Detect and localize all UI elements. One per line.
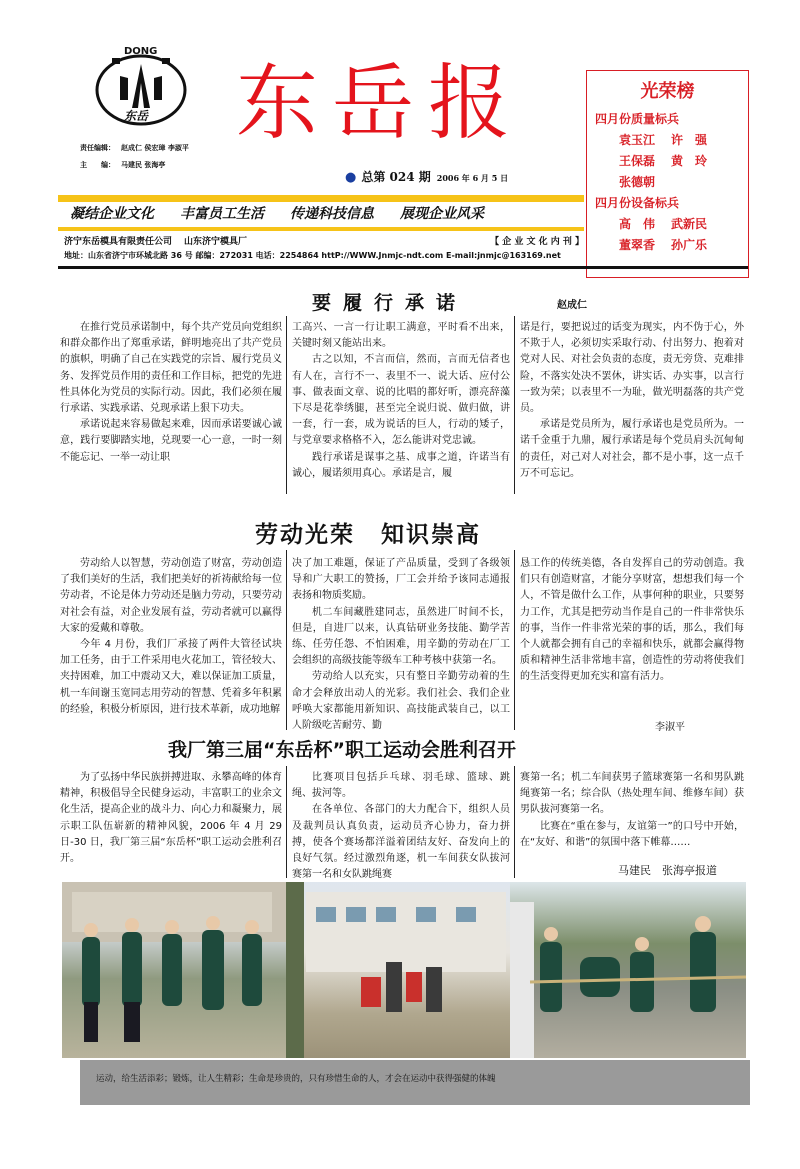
column-divider [514, 766, 515, 878]
column-divider [286, 316, 287, 494]
photo-caption: 运动，给生活添彩；锻炼，让人生精彩；生命是珍贵的，只有珍惜生命的人，才会在运动中获得强健的体魄 [96, 1074, 496, 1084]
issue-number: 总第 024 期 [361, 170, 431, 184]
column-divider [286, 550, 287, 730]
slogan: 凝结企业文化 [70, 206, 154, 222]
slogan: 丰富员工生活 [180, 206, 264, 222]
slogans [70, 203, 590, 223]
article3-title: 我厂第三届“东岳杯”职工运动会胜利召开 [168, 739, 516, 761]
slogan: 展现企业风采 [400, 206, 484, 222]
credit-label: 责任编辑： [80, 144, 115, 152]
article1-title: 要履行承诺 [312, 292, 468, 314]
column-divider [514, 550, 515, 730]
slogan: 传递科技信息 [290, 206, 374, 222]
honor-names-row: 高 伟 武新民 [619, 217, 708, 231]
issue-info [345, 168, 508, 185]
article3-col1: 为了弘扬中华民族拼搏进取、永攀高峰的体育精神，积极倡导全民健身运动，丰富职工的业余文化生活，提高企业的战斗力、向心力和凝聚力，展示职工队伍崭新的精神风貌，2006 年 4 月 29 日-30 日，我厂第三届“东岳杯”职工运动会胜利召开。 [60, 772, 282, 865]
honor-names-row: 董翠香 孙广乐 [619, 238, 708, 252]
column-divider [514, 316, 515, 494]
bullet-icon: ● [345, 170, 357, 185]
article1-author: 赵成仁 [557, 300, 587, 311]
column-divider [286, 766, 287, 878]
honor-roll-box [586, 70, 749, 278]
honor-roll-title: 光荣榜 [640, 81, 695, 102]
article1-col1: 在推行党员承诺制中，每个共产党员向党组织和群众都作出了郑重承诺，鲜明地亮出了共产党员的旗帜，明确了自己在实践党的宗旨、履行党员义务、发挥党员作用的责任和工作目标，把党的先进性具体化为党员的实际行动。因此，我们必须在履行承诺、实践承诺、兑现承诺上狠下功夫。 承诺说起来容易做起来难，因而承诺要诚心诚意，践行要脚踏实地，兑现要一心一意，一时一刻不能忘记、一举一动让职 [60, 322, 282, 463]
article1-col3: 诺是行，要把说过的话变为现实，内不伪于心，外不欺于人，必须切实采取行动、付出努力、抱着对党对人民、对社会负责的态度，责无旁贷、克难排险，不落实处决不罢休，讲实话、办实事，以言行一致为荣；以表里不一为耻，做光明磊落的共产党员。 承诺是党员所为，履行承诺也是党员所为。一诺千金重于九鼎，履行承诺是每个党员肩头沉甸甸的责任，对己对人对社会，都不是小事，这一点千万不可忘记。 [520, 322, 744, 479]
company-name: 济宁东岳模具有限责任公司 [64, 237, 173, 247]
editor-credits [80, 140, 195, 174]
tug-of-war-photo [510, 882, 746, 1058]
article3-author: 马建民 张海亭报道 [618, 864, 717, 877]
article2-author: 李淑平 [655, 722, 685, 733]
credit-value: 马建民 张海亭 [121, 161, 166, 169]
publication-tag: 【 企 业 文 化 内 刊 】 [490, 237, 584, 247]
article3-col2: 比赛项目包括乒乓球、羽毛球、篮球、跳绳、拔河等。 在各单位、各部门的大力配合下，组织人员及裁判员认真负责，运动员齐心协力，奋力拼搏，使各个赛场都洋溢着团结友好、奋发向上的良好气氛。经过激烈角逐，机一车间获女队拔河赛第一名和女队跳绳赛 [292, 772, 510, 881]
jump-rope-photo [62, 882, 286, 1058]
company-name-alt: 山东济宁模具厂 [184, 237, 248, 247]
article2-col1: 劳动给人以智慧，劳动创造了财富，劳动创造了我们美好的生活，我们把美好的祈祷献给每一位劳动者，不论是体力劳动还是脑力劳动，只要劳动对社会有益，对企业发展有益，劳动者就可以赢得大家的爱戴和尊敬。 今年 4 月份，我们厂承接了两件大管径试块加工任务，由于工件采用电火花加工，管径较大、夹持困难，加工中震动又大，难以保证加工质量，机一车间谢玉宽同志用劳动的智慧、凭着多年积累的经验，积极分析原因，进行技术革新，成功地解 [60, 558, 282, 715]
company-line [64, 234, 584, 247]
honor-names-row: 王保磊 黄 玲 [619, 154, 708, 168]
honor-category: 四月份设备标兵 [595, 196, 680, 210]
credit-label: 主 编： [80, 161, 115, 169]
honor-names-row: 袁玉江 许 强 [619, 133, 708, 147]
divider [58, 266, 748, 269]
svg-text:东岳: 东岳 [124, 109, 149, 123]
newspaper-title: 东岳报 [236, 56, 525, 151]
credit-value: 赵成仁 侯宏璋 李淑平 [121, 144, 189, 152]
article2-col3: 恳工作的传统美德，各自发挥自己的劳动创造。我们只有创造财富，才能分享财富，想想我们每一个人，不管是做什么工作，从事何种的职业，只要努力工作，尤其是把劳动当作是自己的一件非常快乐的事，当作一件非常光荣的事的话，那么，我们每个人就都会拥有自己的幸福和快乐，就都会赢得物质和精神生活非常地丰富，创造性的劳动将使我们的生活变得更加充实和富有活力。 [520, 558, 744, 683]
basketball-photo [286, 882, 510, 1058]
article2-title: 劳动光荣 知识崇高 [255, 522, 481, 548]
honor-category: 四月份质量标兵 [595, 112, 680, 126]
article3-col3: 赛第一名；机二车间获男子篮球赛第一名和男队跳绳赛第一名；综合队（热处理车间、维修车间）获男队拔河赛第一名。 比赛在“重在参与，友谊第一”的口号中开始，在“友好、和谐”的氛围中落下帷幕…… [520, 772, 744, 848]
honor-names-row: 张德朝 [619, 175, 656, 189]
svg-text:DONG: DONG [124, 46, 158, 57]
address-line: 地址：山东省济宁市环城北路 36 号 邮编：272031 电话：2254864 httP://WWW.Jnmjc-ndt.com E-mail:jnmjc@163169.net [64, 251, 561, 260]
article1-col2: 工高兴、一言一行让职工满意，平时看不出来，关键时刻又能站出来。 古之以知，不言而信，然而，言而无信者也有人在，言行不一、表里不一、说大话、应付公事、做表面文章、说的比唱的都好听，漂亮辞藻下尽是花拳绣腿，甚至完全说归说、做归做，讲一套，行一套，成为说话的巨人，行动的矮子，与党章要求格格不入，怎么能讲对党忠诚。 践行承诺是谋事之基、成事之道，许诺当有诚心，履诺须用真心。承诺是言，履 [292, 322, 510, 479]
issue-date: 2006 年 6 月 5 日 [436, 173, 509, 183]
logo [80, 38, 202, 128]
article2-col2: 决了加工难题，保证了产品质量，受到了各级领导和广大职工的赞扬，厂工会并给予该同志通报表扬和物质奖励。 机二车间藏胜建同志，虽然进厂时间不长，但是，自进厂以来，认真钻研业务技能、勤学苦练、任劳任怨、不怕困难，用辛勤的劳动在厂工会组织的高级技能等级车工种考核中获第一名。 劳动给人以充实，只有整日辛勤劳动着的生命才会释放出动人的光彩。我们社会、我们企业呼唤大家都能用新知识、高技能武装自己，以工人阶级吃苦耐劳、勤 [292, 558, 510, 732]
